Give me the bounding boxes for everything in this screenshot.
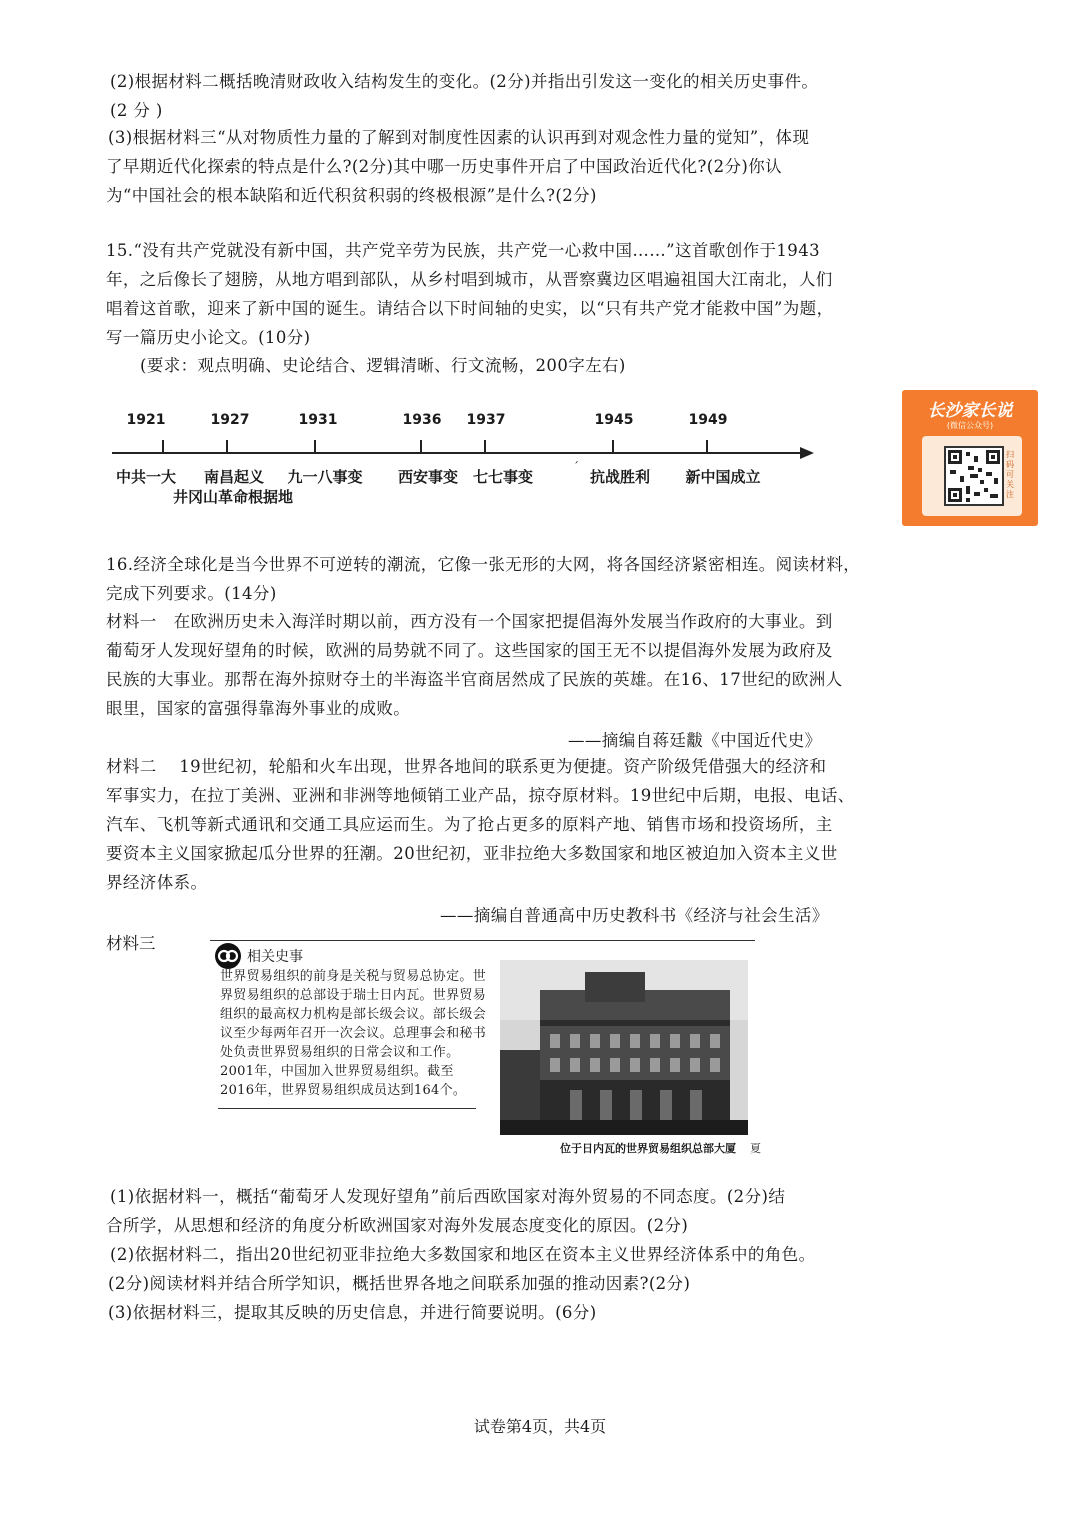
material2-line2: 军事实力，在拉丁美洲、亚洲和非洲等地倾销工业产品，掠夺原材料。19世纪中后期，电报、电话、 xyxy=(106,786,855,805)
q15-line3: 唱着这首歌，迎来了新中国的诞生。请结合以下时间轴的史实，以“只有共产党才能救中国”为题， xyxy=(106,299,834,318)
timeline-year: 1927 xyxy=(210,412,250,428)
material2-source: ——摘编自普通高中历史教科书《经济与社会生活》 xyxy=(440,906,829,925)
material3-box-text: 世界贸易组织的前身是关税与贸易总协定。世界贸易组织的总部设于瑞士日内瓦。世界贸易组织的最高权力机构是部长级会议。部长级会议至少每两年召开一次会议。总理事会和秘书处负责世界贸易组织的日常会议和工作。2001年，中国加入世界贸易组织。截至2016年，世界贸易组织成员达到164个。 xyxy=(220,969,487,1098)
q14-part3-line1: (3)根据材料三“从对物质性力量的了解到对制度性因素的认识再到对观念性力量的觉知”，体现 xyxy=(108,128,810,147)
material1-line4: 眼里，国家的富强得靠海外事业的成败。 xyxy=(106,699,411,718)
photo-caption: 位于日内瓦的世界贸易组织总部大厦 xyxy=(560,1142,736,1155)
material2-line5: 界经济体系。 xyxy=(106,873,208,892)
q14-part3-line3: 为“中国社会的根本缺陷和近代积贫积弱的终极根源”是什么?(2分) xyxy=(106,186,597,205)
material3-label: 材料三 xyxy=(106,934,156,953)
timeline-sub-event: 井冈山革命根据地 xyxy=(172,488,294,506)
timeline-tick xyxy=(484,440,486,453)
q16-part1-line1: (1)依据材料一，概括“葡萄牙人发现好望角”前后西欧国家对海外贸易的不同态度。(2分)结 xyxy=(110,1187,786,1206)
timeline-event: 中共一大 xyxy=(115,468,177,486)
material3-top-rule xyxy=(210,940,755,941)
timeline-year: 1937 xyxy=(466,412,506,428)
q15-line2: 年，之后像长了翅膀，从地方唱到部队，从乡村唱到城市，从晋察冀边区唱遍祖国大江南北，人们 xyxy=(106,270,833,289)
q16-part3: (3)依据材料三，提取其反映的历史信息，并进行简要说明。(6分) xyxy=(108,1303,597,1322)
q15-line4: 写一篇历史小论文。(10分) xyxy=(106,328,311,347)
q16-intro-line2: 完成下列要求。(14分) xyxy=(106,584,277,603)
timeline-event: 七七事变 xyxy=(472,468,534,486)
timeline-event: 九一八事变 xyxy=(287,468,363,486)
timeline-tick xyxy=(314,440,316,453)
wto-headquarters-photo xyxy=(500,960,748,1135)
timeline-year: 1945 xyxy=(594,412,634,428)
timeline-tick xyxy=(420,440,422,453)
q15-requirement: (要求：观点明确、史论结合、逻辑清晰、行文流畅，200字左右) xyxy=(140,356,626,375)
timeline-tick xyxy=(706,440,708,453)
timeline-tick xyxy=(226,440,228,453)
material2-line1: 材料二 19世纪初，轮船和火车出现，世界各地间的联系更为便捷。资产阶级凭借强大的经济和 xyxy=(106,757,827,776)
promo-card[interactable] xyxy=(902,390,1038,526)
timeline-tick xyxy=(162,440,164,453)
q16-part2-line1: (2)依据材料二，指出20世纪初亚非拉绝大多数国家和地区在资本主义世界经济体系中的角色。 xyxy=(110,1245,816,1264)
timeline-stray-mark: ˊ xyxy=(573,460,579,474)
q16-intro-line1: 16.经济全球化是当今世界不可逆转的潮流，它像一张无形的大网，将各国经济紧密相连。阅读材料， xyxy=(106,555,861,574)
material3-bottom-rule xyxy=(218,1108,476,1109)
q14-part3-line2: 了早期近代化探索的特点是什么?(2分)其中哪一历史事件开启了中国政治近代化?(2分)你认 xyxy=(106,157,783,176)
promo-title: 长沙家长说 xyxy=(927,401,1013,421)
timeline-axis xyxy=(112,452,802,454)
photo-caption-extra: 夏 xyxy=(750,1142,761,1155)
page-footer: 试卷第4页，共4页 xyxy=(473,1417,607,1436)
q14-part2-line1: (2)根据材料二概括晚清财政收入结构发生的变化。(2分)并指出引发这一变化的相关历史事件。 xyxy=(110,72,819,91)
q14-part2-line2: (2 分 ) xyxy=(110,101,163,120)
timeline-event: 新中国成立 xyxy=(685,468,761,486)
timeline-event: 南昌起义 xyxy=(203,468,265,486)
material1-line2: 葡萄牙人发现好望角的时候，欧洲的局势就不同了。这些国家的国王无不以提倡海外发展为政府及 xyxy=(106,641,833,660)
timeline-event: 西安事变 xyxy=(397,468,459,486)
promo-qr-panel xyxy=(922,436,1022,516)
material1-line1: 材料一 在欧洲历史未入海洋时期以前，西方没有一个国家把提倡海外发展当作政府的大事业。到 xyxy=(106,612,833,631)
promo-subtitle: (微信公众号) xyxy=(946,421,994,430)
timeline-year: 1936 xyxy=(402,412,442,428)
timeline-arrow-icon xyxy=(800,447,814,459)
material2-line4: 要资本主义国家掀起瓜分世界的狂潮。20世纪初，亚非拉绝大多数国家和地区被迫加入资本主义世 xyxy=(106,844,838,863)
q16-part2-line2: (2分)阅读材料并结合所学知识，概括世界各地之间联系加强的推动因素?(2分) xyxy=(108,1274,691,1293)
timeline-tick xyxy=(612,440,614,453)
timeline-year: 1931 xyxy=(298,412,338,428)
qr-code-icon[interactable] xyxy=(944,446,1004,506)
material3-box-title: 相关史事 xyxy=(247,949,303,965)
timeline-year: 1949 xyxy=(688,412,728,428)
material1-source: ——摘编自蒋廷黻《中国近代史》 xyxy=(568,731,822,750)
promo-side-text: 扫码可关注 xyxy=(1006,450,1014,499)
material1-line3: 民族的大事业。那帮在海外掠财夺土的半海盗半官商居然成了民族的英雄。在16、17世纪的欧洲人 xyxy=(106,670,843,689)
material2-line3: 汽车、飞机等新式通讯和交通工具应运而生。为了抢占更多的原料产地、销售市场和投资场所，主 xyxy=(106,815,833,834)
timeline-year: 1921 xyxy=(126,412,166,428)
q15-line1: 15.“没有共产党就没有新中国，共产党辛劳为民族，共产党一心救中国……”这首歌创作于1943 xyxy=(106,241,821,260)
timeline-event: 抗战胜利 xyxy=(589,468,651,486)
q16-part1-line2: 合所学，从思想和经济的角度分析欧洲国家对海外发展态度变化的原因。(2分) xyxy=(106,1216,689,1235)
